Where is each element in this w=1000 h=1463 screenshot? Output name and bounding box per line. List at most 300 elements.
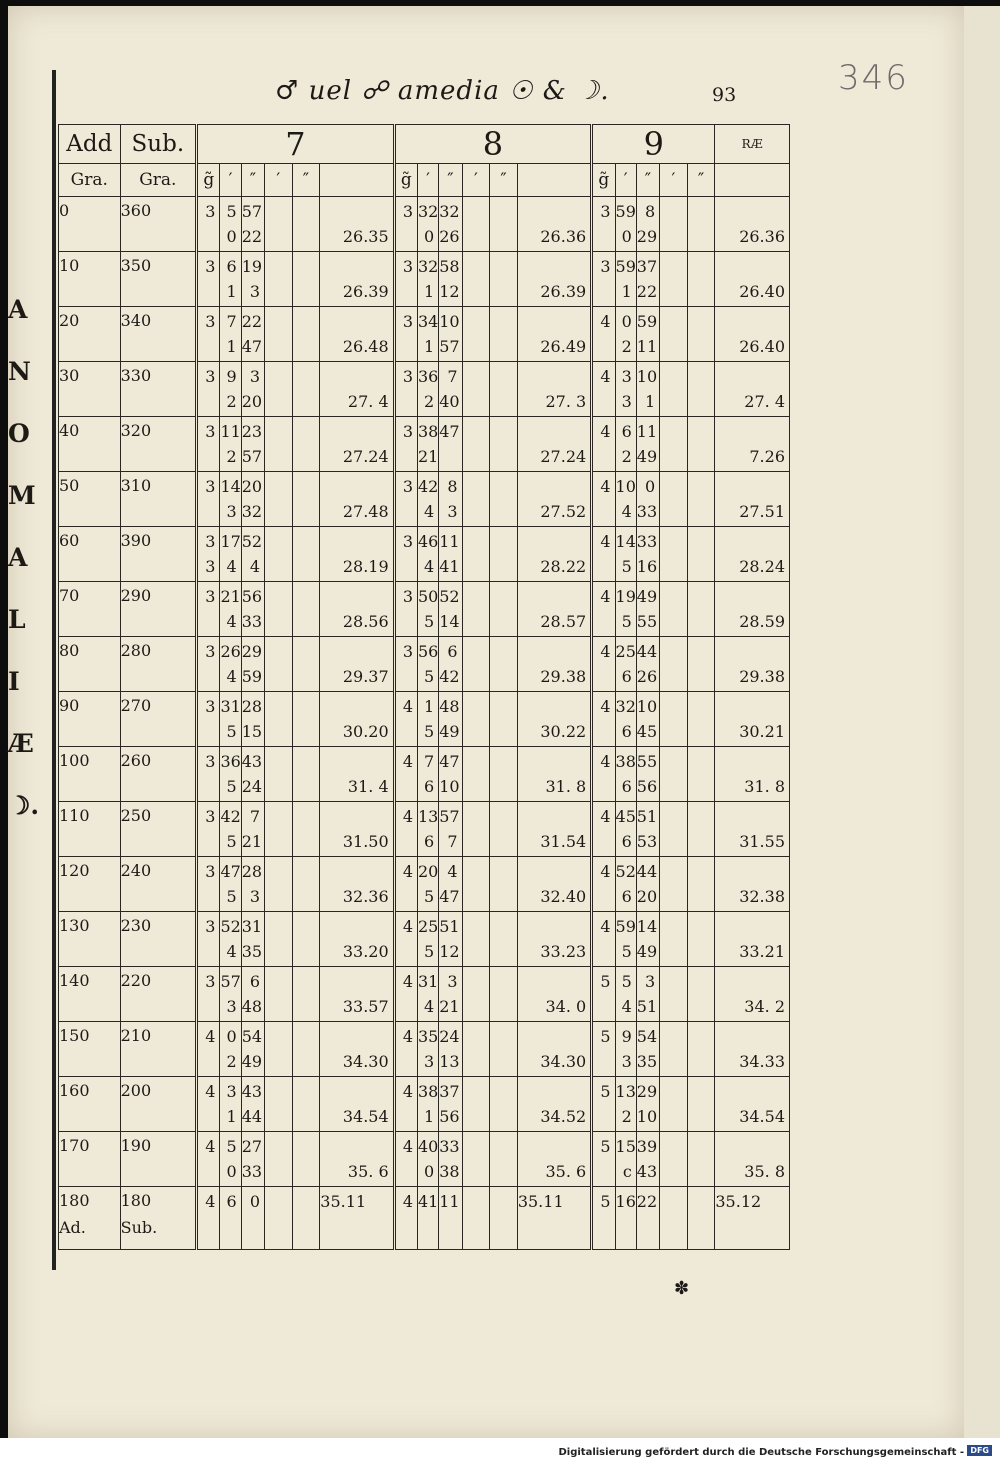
value-cell xyxy=(462,362,490,417)
minutes: 3 xyxy=(249,367,261,386)
value-cell xyxy=(490,307,518,362)
value-cell xyxy=(197,362,220,417)
unit-header: ′ xyxy=(660,164,688,197)
value-cell xyxy=(439,197,462,252)
value-cell xyxy=(197,252,220,307)
value-cell xyxy=(265,307,293,362)
value-cell xyxy=(490,362,518,417)
footer-credit: Digitalisierung gefördert durch die Deutsche Forschungsgemeinschaft - xyxy=(558,1447,964,1458)
sub-seconds: 7 xyxy=(447,832,458,851)
value-cell xyxy=(320,967,394,1022)
sub-seconds: 48 xyxy=(241,997,263,1016)
side-letter: M xyxy=(8,481,36,510)
value-cell xyxy=(687,417,715,472)
value-cell xyxy=(687,307,715,362)
value-cell xyxy=(517,912,591,967)
difference: 35. 6 xyxy=(545,1162,587,1181)
sub-seconds: 49 xyxy=(636,447,658,466)
value-cell xyxy=(418,1132,439,1187)
value-cell xyxy=(394,637,417,692)
value-cell xyxy=(220,912,241,967)
header-row-1 xyxy=(59,125,790,164)
value-cell xyxy=(660,1187,688,1250)
side-letter: L xyxy=(8,605,26,634)
value-cell xyxy=(241,1022,264,1077)
value-cell xyxy=(517,1187,591,1250)
sub-seconds: 12 xyxy=(439,942,460,961)
add-degree: 110 xyxy=(59,806,90,825)
difference: 29.38 xyxy=(540,667,587,686)
sub-seconds: 33 xyxy=(241,1162,263,1181)
sub-header: Sub. xyxy=(120,125,196,164)
sub-seconds: 33 xyxy=(241,612,263,631)
value-cell xyxy=(687,857,715,912)
value-cell xyxy=(394,1187,417,1250)
sub-seconds: 3 xyxy=(249,887,261,906)
degrees: 13 xyxy=(615,1082,636,1101)
value-cell xyxy=(490,692,518,747)
value-cell xyxy=(265,582,293,637)
degrees: 10 xyxy=(615,477,636,496)
value-cell xyxy=(660,912,688,967)
sub-seconds: 45 xyxy=(636,722,658,741)
value-cell xyxy=(615,1077,636,1132)
sub-minutes: 5 xyxy=(226,722,237,741)
unit-header-blank xyxy=(320,164,394,197)
value-cell xyxy=(241,1077,264,1132)
value-cell xyxy=(292,637,320,692)
value-cell xyxy=(197,747,220,802)
value-cell xyxy=(439,967,462,1022)
sub-degree-cell xyxy=(120,582,196,637)
value-cell xyxy=(636,527,659,582)
difference: 34.30 xyxy=(342,1052,389,1071)
table-row xyxy=(59,912,790,967)
minutes: 54 xyxy=(636,1027,658,1046)
value-cell xyxy=(197,857,220,912)
unit-header: g̃ xyxy=(394,164,417,197)
value-cell xyxy=(517,582,591,637)
difference: 34.33 xyxy=(739,1052,785,1071)
value-cell xyxy=(320,472,394,527)
minutes: 44 xyxy=(636,862,658,881)
degrees: 36 xyxy=(220,752,241,771)
add-degree-cell xyxy=(59,1132,121,1187)
signs: 4 xyxy=(205,1082,216,1101)
sub-seconds: 20 xyxy=(636,887,658,906)
minutes: 19 xyxy=(241,257,263,276)
value-cell xyxy=(439,1022,462,1077)
add-degree: 150 xyxy=(59,1026,90,1045)
sub-minutes: 2 xyxy=(621,337,632,356)
value-cell xyxy=(592,362,615,417)
sub-minutes: 3 xyxy=(226,997,237,1016)
sub-degree: 230 xyxy=(120,916,152,935)
value-cell xyxy=(197,1187,220,1250)
dfg-logo: DFG xyxy=(967,1445,992,1456)
value-cell xyxy=(687,472,715,527)
difference: 32.40 xyxy=(540,887,587,906)
value-cell xyxy=(615,582,636,637)
difference: 26.36 xyxy=(540,227,587,246)
difference: 26.40 xyxy=(739,337,785,356)
signs: 4 xyxy=(402,1137,413,1156)
table-row xyxy=(59,197,790,252)
degrees: 1 xyxy=(424,697,435,716)
value-cell xyxy=(439,582,462,637)
table-row xyxy=(59,1077,790,1132)
difference: 28.22 xyxy=(540,557,587,576)
table-row xyxy=(59,582,790,637)
value-cell xyxy=(265,362,293,417)
value-cell xyxy=(636,1132,659,1187)
value-cell xyxy=(636,857,659,912)
sub-seconds: 26 xyxy=(636,667,658,686)
value-cell xyxy=(490,197,518,252)
value-cell xyxy=(265,692,293,747)
value-cell xyxy=(439,747,462,802)
add-degree: 160 xyxy=(59,1081,90,1100)
sub-minutes: 1 xyxy=(226,1107,237,1126)
difference: 27.24 xyxy=(540,447,587,466)
difference xyxy=(518,1215,590,1239)
signs: 4 xyxy=(600,642,611,661)
value-cell xyxy=(462,1187,490,1250)
sub-degree: 270 xyxy=(120,696,152,715)
signs: 3 xyxy=(600,257,611,276)
sub-seconds xyxy=(242,1215,264,1239)
value-cell xyxy=(687,362,715,417)
minutes: 6 xyxy=(447,642,458,661)
minutes: 54 xyxy=(241,1027,263,1046)
table-row xyxy=(59,362,790,417)
value-cell xyxy=(439,912,462,967)
value-cell xyxy=(418,637,439,692)
difference: 35. 8 xyxy=(744,1162,785,1181)
value-cell xyxy=(292,802,320,857)
minutes: 11 xyxy=(636,422,658,441)
sub-seconds: 33 xyxy=(636,502,658,521)
group-9: 9 xyxy=(592,125,715,164)
degrees: 52 xyxy=(615,862,636,881)
sub-seconds: 12 xyxy=(439,282,460,301)
add-header: Add xyxy=(59,125,121,164)
minutes: 56 xyxy=(241,587,263,606)
value-cell xyxy=(715,912,790,967)
value-cell xyxy=(241,747,264,802)
value-cell xyxy=(462,692,490,747)
value-cell xyxy=(660,637,688,692)
sub-seconds: 53 xyxy=(636,832,658,851)
value-cell xyxy=(517,527,591,582)
value-cell xyxy=(197,1077,220,1132)
sub-degree: 350 xyxy=(120,256,152,275)
signs: 3 xyxy=(205,917,216,936)
value-cell xyxy=(517,307,591,362)
value-cell xyxy=(320,582,394,637)
degrees: 5 xyxy=(226,202,237,221)
minutes: 59 xyxy=(636,312,658,331)
value-cell xyxy=(394,252,417,307)
sub-minutes: 6 xyxy=(621,722,632,741)
degrees: 0 xyxy=(621,312,632,331)
degrees: 52 xyxy=(220,917,241,936)
sub-degree-cell xyxy=(120,637,196,692)
sub-seconds: 59 xyxy=(241,667,263,686)
sub-minutes: 4 xyxy=(621,997,632,1016)
value-cell xyxy=(265,527,293,582)
degrees: 36 xyxy=(418,367,439,386)
value-cell xyxy=(320,747,394,802)
value-cell xyxy=(660,1022,688,1077)
value-cell xyxy=(636,472,659,527)
signs: 3 xyxy=(205,642,216,661)
value-cell xyxy=(592,912,615,967)
add-degree-cell xyxy=(59,692,121,747)
value-cell xyxy=(636,1022,659,1077)
minutes: 27 xyxy=(241,1137,263,1156)
sub-minutes: 1 xyxy=(226,282,237,301)
value-cell xyxy=(517,362,591,417)
sub-seconds: 24 xyxy=(241,777,263,796)
minutes: 32 xyxy=(439,202,460,221)
difference: 27.52 xyxy=(540,502,587,521)
value-cell xyxy=(615,472,636,527)
difference: 33.21 xyxy=(739,942,785,961)
signs: 3 xyxy=(402,312,413,331)
value-cell xyxy=(220,417,241,472)
signs: 3 xyxy=(205,477,216,496)
value-cell xyxy=(220,857,241,912)
value-cell xyxy=(615,912,636,967)
value-cell xyxy=(292,362,320,417)
value-cell xyxy=(197,307,220,362)
sub-minutes: 4 xyxy=(226,557,237,576)
difference: 32.36 xyxy=(342,887,389,906)
minutes: 4 xyxy=(447,862,458,881)
minutes: 3 xyxy=(644,972,656,991)
value-cell xyxy=(265,637,293,692)
value-cell xyxy=(592,747,615,802)
value-cell xyxy=(241,637,264,692)
gra-sub-header: Gra. xyxy=(120,164,196,197)
value-cell xyxy=(715,1132,790,1187)
sub-seconds: 41 xyxy=(439,557,460,576)
value-cell xyxy=(265,967,293,1022)
difference: 31.50 xyxy=(342,832,389,851)
value-cell xyxy=(197,417,220,472)
minutes: 51 xyxy=(439,917,460,936)
add-degree-cell xyxy=(59,252,121,307)
difference: 34. 2 xyxy=(744,997,785,1016)
difference: 31. 8 xyxy=(744,777,785,796)
value-cell xyxy=(439,362,462,417)
difference: 26.48 xyxy=(342,337,389,356)
minutes: 37 xyxy=(439,1082,460,1101)
value-cell xyxy=(418,582,439,637)
value-cell xyxy=(439,1187,462,1250)
difference: 30.21 xyxy=(739,722,785,741)
sub-seconds: 57 xyxy=(439,337,460,356)
sub-signs: 3 xyxy=(205,557,216,576)
value-cell xyxy=(687,692,715,747)
value-cell xyxy=(197,582,220,637)
sub-seconds: 47 xyxy=(241,337,263,356)
unit-header: ′ xyxy=(615,164,636,197)
value-cell xyxy=(517,747,591,802)
unit-header: ′ xyxy=(220,164,241,197)
value-cell xyxy=(687,637,715,692)
value-cell xyxy=(220,1077,241,1132)
value-cell xyxy=(636,912,659,967)
value-cell xyxy=(320,1187,394,1250)
minutes: 29 xyxy=(241,642,263,661)
value-cell xyxy=(462,252,490,307)
value-cell xyxy=(418,1022,439,1077)
side-letter: A xyxy=(8,295,28,324)
value-cell xyxy=(592,197,615,252)
value-cell xyxy=(394,197,417,252)
degrees: 5 xyxy=(226,1137,237,1156)
difference: 35.11 xyxy=(320,1192,367,1211)
value-cell xyxy=(220,637,241,692)
sub-seconds: 14 xyxy=(439,612,460,631)
minutes: 22 xyxy=(636,1192,658,1211)
sub-seconds: 44 xyxy=(241,1107,263,1126)
difference: 34.52 xyxy=(540,1107,587,1126)
value-cell xyxy=(197,197,220,252)
degrees: 9 xyxy=(226,367,237,386)
sub-minutes: 5 xyxy=(424,887,435,906)
value-cell xyxy=(715,307,790,362)
sub-degree-cell xyxy=(120,252,196,307)
value-cell xyxy=(517,252,591,307)
signs: 5 xyxy=(600,1027,611,1046)
difference: 31.54 xyxy=(540,832,587,851)
unit-header: g̃ xyxy=(592,164,615,197)
sub-seconds: 3 xyxy=(447,502,458,521)
gra-add-header: Gra. xyxy=(59,164,121,197)
sub-degree-cell xyxy=(120,857,196,912)
value-cell xyxy=(592,1022,615,1077)
difference: 31.55 xyxy=(739,832,785,851)
sub-degree: 180 xyxy=(120,1191,152,1210)
difference: 26.36 xyxy=(739,227,785,246)
value-cell xyxy=(292,307,320,362)
value-cell xyxy=(220,802,241,857)
value-cell xyxy=(615,1187,636,1250)
unit-header: ″ xyxy=(292,164,320,197)
degrees: 17 xyxy=(220,532,241,551)
add-degree: 130 xyxy=(59,916,90,935)
value-cell xyxy=(592,857,615,912)
degrees: 3 xyxy=(226,1082,237,1101)
value-cell xyxy=(197,1132,220,1187)
value-cell xyxy=(394,417,417,472)
value-cell xyxy=(439,417,462,472)
minutes: 29 xyxy=(636,1082,658,1101)
unit-header: g̃ xyxy=(197,164,220,197)
value-cell xyxy=(241,857,264,912)
value-cell xyxy=(241,967,264,1022)
value-cell xyxy=(292,967,320,1022)
value-cell xyxy=(320,912,394,967)
sub-degree-cell xyxy=(120,417,196,472)
sub-minutes: 5 xyxy=(621,942,632,961)
value-cell xyxy=(241,1132,264,1187)
add-degree: 120 xyxy=(59,861,90,880)
value-cell xyxy=(418,912,439,967)
degrees: 25 xyxy=(418,917,439,936)
value-cell xyxy=(292,582,320,637)
value-cell xyxy=(660,582,688,637)
value-cell xyxy=(241,912,264,967)
value-cell xyxy=(615,637,636,692)
value-cell xyxy=(615,417,636,472)
sub-seconds: 3 xyxy=(249,282,261,301)
value-cell xyxy=(241,252,264,307)
sub-seconds: 13 xyxy=(439,1052,460,1071)
sub-degree: 340 xyxy=(120,311,152,330)
value-cell xyxy=(636,582,659,637)
value-cell xyxy=(715,582,790,637)
sub-minutes: 1 xyxy=(621,282,632,301)
value-cell xyxy=(220,307,241,362)
sub-degree-cell xyxy=(120,307,196,362)
table-row xyxy=(59,692,790,747)
unit-header: ″ xyxy=(636,164,659,197)
degrees: 15 xyxy=(615,1137,636,1156)
sub-minutes xyxy=(616,1215,636,1239)
degrees: 35 xyxy=(418,1027,439,1046)
value-cell xyxy=(265,857,293,912)
sub-minutes: 2 xyxy=(621,1107,632,1126)
value-cell xyxy=(292,527,320,582)
value-cell xyxy=(220,472,241,527)
signs: 4 xyxy=(600,807,611,826)
sub-degree-cell xyxy=(120,1187,196,1250)
difference: 33.57 xyxy=(342,997,389,1016)
difference: 28.56 xyxy=(342,612,389,631)
add-degree-cell xyxy=(59,1187,121,1250)
sub-degree-cell xyxy=(120,472,196,527)
difference: 33.20 xyxy=(342,942,389,961)
sub-minutes xyxy=(418,1215,438,1239)
value-cell xyxy=(715,362,790,417)
value-cell xyxy=(636,967,659,1022)
value-cell xyxy=(660,472,688,527)
value-cell xyxy=(687,1077,715,1132)
value-cell xyxy=(462,527,490,582)
signs: 3 xyxy=(205,697,216,716)
ornament-mark: ✽ xyxy=(674,1278,690,1299)
difference: 28.57 xyxy=(540,612,587,631)
sub-seconds: 21 xyxy=(439,997,460,1016)
sub-seconds: 49 xyxy=(636,942,658,961)
sub-degree-cell xyxy=(120,747,196,802)
sub-minutes: 4 xyxy=(424,557,435,576)
value-cell xyxy=(490,967,518,1022)
value-cell xyxy=(320,637,394,692)
value-cell xyxy=(265,252,293,307)
value-cell xyxy=(394,747,417,802)
difference: 32.38 xyxy=(739,887,785,906)
value-cell xyxy=(220,692,241,747)
add-degree-cell xyxy=(59,637,121,692)
sub-seconds: 56 xyxy=(439,1107,460,1126)
side-letter: O xyxy=(8,419,30,448)
minutes: 51 xyxy=(636,807,658,826)
